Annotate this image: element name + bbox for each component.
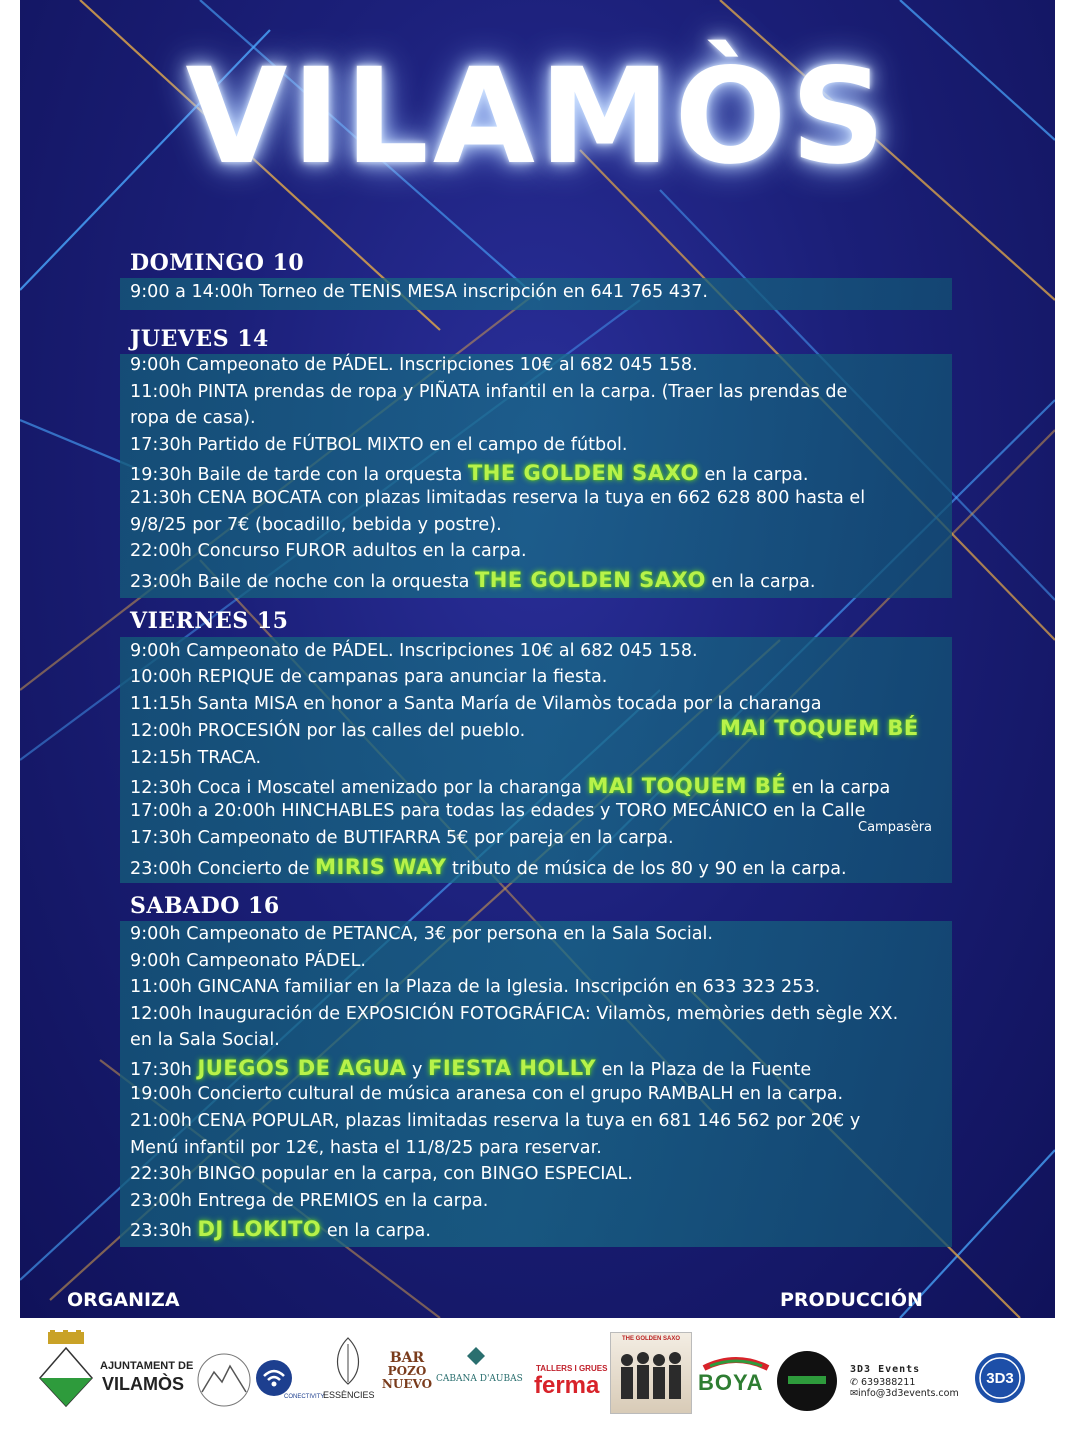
- band-highlight: THE GOLDEN SAXO: [474, 568, 706, 592]
- line-text: en la carpa.: [698, 465, 809, 485]
- ajuntament-name: VILAMÒS: [102, 1374, 185, 1394]
- ajuntament-label: AJUNTAMENT DE: [100, 1360, 194, 1372]
- golden-saxo-band-photo: [610, 1332, 692, 1414]
- band-highlight: MAI TOQUEM BÉ: [587, 774, 787, 798]
- schedule-line: 9:00h Campeonato PÁDEL.: [130, 951, 366, 971]
- schedule-line: [130, 855, 847, 879]
- schedule-line: [130, 461, 809, 485]
- line-text: en la carpa.: [321, 1221, 431, 1241]
- sponsor-logos-strip: [20, 1318, 1055, 1439]
- schedule-line: 21:30h CENA BOCATA con plazas limitadas reserva la tuya en 662 628 800 hasta el: [130, 488, 866, 508]
- schedule-line: 21:00h CENA POPULAR, plazas limitadas reserva la tuya en 681 146 562 por 20€ y: [130, 1111, 861, 1131]
- band-highlight: MAI TOQUEM BÉ: [720, 716, 919, 740]
- schedule-line: 9:00 a 14:00h Torneo de TENIS MESA inscripción en 641 765 437.: [130, 282, 708, 302]
- organiza-label: ORGANIZA: [67, 1289, 180, 1311]
- schedule-line: 12:00h PROCESIÓN por las calles del pueblo.: [130, 721, 526, 741]
- schedule-line: 17:00h a 20:00h HINCHABLES para todas las edades y TORO MECÁNICO en la Calle: [130, 801, 866, 821]
- 3d3-badge-text: 3D3: [986, 1370, 1014, 1387]
- schedule-line: 19:00h Concierto cultural de música aranesa con el grupo RAMBALH en la carpa.: [130, 1084, 844, 1104]
- events-mail: info@3d3events.com: [857, 1388, 959, 1399]
- schedule-line: 22:30h BINGO popular en la carpa, con BINGO ESPECIAL.: [130, 1164, 633, 1184]
- schedule-line: [130, 1056, 811, 1080]
- bar-word: BAR: [389, 1350, 425, 1366]
- line-text: en la carpa: [786, 778, 891, 798]
- produccion-label: PRODUCCIÓN: [780, 1289, 923, 1311]
- line-text: y: [406, 1060, 429, 1080]
- ferma-logo: ferma: [534, 1372, 600, 1399]
- line-text: en la carpa.: [705, 572, 816, 592]
- phone-icon: ✆: [850, 1377, 861, 1388]
- line-text: 17:30h: [130, 1060, 198, 1080]
- schedule-line: 9:00h Campeonato de PÁDEL. Inscripciones 10€ al 682 045 158.: [130, 641, 698, 661]
- schedule-line: 9:00h Campeonato de PETANCA, 3€ por persona en la Sala Social.: [130, 924, 714, 944]
- connectivity-label: CONECTIVITY: [284, 1394, 325, 1400]
- schedule-line: 9/8/25 por 7€ (bocadillo, bebida y postre).: [130, 515, 502, 535]
- essencies-label: ESSÈNCIES: [323, 1390, 375, 1400]
- cabana-emblem-icon: [466, 1346, 486, 1366]
- poster-title: VILAMÒS: [185, 40, 890, 194]
- schedule-line: 11:00h PINTA prendas de ropa y PIÑATA infantil en la carpa. (Traer las prendas de: [130, 382, 848, 402]
- nuevo-word: NUEVO: [381, 1377, 433, 1391]
- schedule-line: 17:30h Partido de FÚTBOL MIXTO en el campo de fútbol.: [130, 435, 628, 455]
- band-members-icon: [611, 1342, 691, 1408]
- events-name: 3D3 Events: [850, 1364, 921, 1375]
- dj-highlight: DJ LOKITO: [197, 1217, 322, 1241]
- line-text: tributo de música de los 80 y 90 en la carpa.: [446, 859, 847, 879]
- event-highlight: FIESTA HOLLY: [428, 1056, 597, 1080]
- line-text: 12:30h Coca i Moscatel amenizado por la charanga: [130, 778, 588, 798]
- schedule-line: 11:00h GINCANA familiar en la Plaza de la Iglesia. Inscripción en 633 323 253.: [130, 977, 821, 997]
- street-name-note: Campasèra: [858, 820, 933, 835]
- day-heading-domingo: DOMINGO 10: [130, 250, 305, 276]
- vilamos-coat-of-arms-icon: [38, 1330, 94, 1410]
- day-heading-viernes: VIERNES 15: [130, 608, 289, 634]
- boya-label: BOYA: [698, 1370, 764, 1395]
- mountain-emblem-icon: [194, 1348, 254, 1408]
- schedule-line: ropa de casa).: [130, 408, 256, 428]
- cabana-label: CABANA D'AUBAS: [436, 1374, 523, 1384]
- ferma-tagline: TALLERS I GRUES: [536, 1364, 608, 1373]
- mail-icon: ✉: [850, 1388, 858, 1399]
- events-phone: 639388211: [860, 1377, 916, 1388]
- schedule-line: [130, 568, 815, 592]
- line-text: 23:30h: [130, 1221, 198, 1241]
- events-mail-row: [850, 1388, 959, 1399]
- schedule-line: Menú infantil por 12€, hasta el 11/8/25 para reservar.: [130, 1138, 602, 1158]
- bar-pozo-nuevo-logo: [376, 1352, 438, 1391]
- event-highlight: JUEGOS DE AGUA: [197, 1056, 407, 1080]
- golden-saxo-caption: THE GOLDEN SAXO: [621, 1336, 680, 1342]
- schedule-line: [130, 774, 890, 798]
- schedule-line: 10:00h REPIQUE de campanas para anunciar la fiesta.: [130, 667, 608, 687]
- schedule-line: 11:15h Santa MISA en honor a Santa María de Vilamòs tocada por la charanga: [130, 694, 822, 714]
- schedule-line: 9:00h Campeonato de PÁDEL. Inscripciones 10€ al 682 045 158.: [130, 355, 698, 375]
- pozo-word: POZO: [387, 1364, 427, 1378]
- band-highlight: MIRIS WAY: [315, 855, 447, 879]
- schedule-line: 17:30h Campeonato de BUTIFARRA 5€ por pareja en la carpa.: [130, 828, 674, 848]
- line-text: 23:00h Baile de noche con la orquesta: [130, 572, 475, 592]
- schedule-line: 23:00h Entrega de PREMIOS en la carpa.: [130, 1191, 489, 1211]
- essencies-leaf-icon: [330, 1336, 366, 1386]
- schedule-line: en la Sala Social.: [130, 1030, 280, 1050]
- park-badge-icon: [776, 1350, 838, 1412]
- wifi-icon: [254, 1358, 294, 1398]
- line-text: en la Plaza de la Fuente: [596, 1060, 812, 1080]
- poster: [20, 0, 1055, 1318]
- day-heading-sabado: SABADO 16: [130, 893, 280, 919]
- schedule-line: 12:00h Inauguración de EXPOSICIÓN FOTOGRÁFICA: Vilamòs, memòries deth sègle XX.: [130, 1004, 899, 1024]
- events-phone-row: [850, 1377, 915, 1388]
- schedule-line: [130, 1217, 431, 1241]
- band-highlight: THE GOLDEN SAXO: [467, 461, 699, 485]
- line-text: 23:00h Concierto de: [130, 859, 316, 879]
- day-heading-jueves: JUEVES 14: [130, 326, 269, 352]
- schedule-line: 22:00h Concurso FUROR adultos en la carpa.: [130, 541, 527, 561]
- line-text: 19:30h Baile de tarde con la orquesta: [130, 465, 468, 485]
- schedule-line: 12:15h TRACA.: [130, 748, 262, 768]
